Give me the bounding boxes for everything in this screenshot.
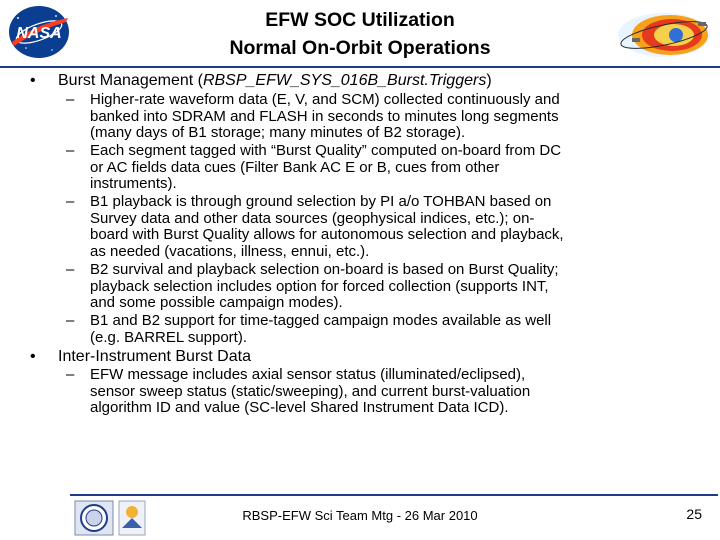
svg-text:NASA: NASA [16, 25, 62, 42]
sub-marker: – [66, 366, 75, 383]
bullet-text-prefix: Burst Management ( [58, 72, 203, 89]
sub-item-b1-playback [90, 194, 668, 260]
sub-line: board with Burst Quality allows for autonomous selection and playback, [90, 226, 564, 243]
sub-item-b2-survival [90, 262, 668, 312]
nasa-logo-icon [6, 4, 72, 60]
bullet-burst-management [58, 72, 492, 89]
sub-line: banked into SDRAM and FLASH in seconds to minutes long segments [90, 107, 559, 125]
sub-line: instruments). [90, 175, 177, 192]
title-line-2: Normal On-Orbit Operations [229, 37, 491, 59]
sub-line: playback selection includes option for forced collection (supports INT, [90, 277, 549, 295]
title-divider [0, 66, 720, 68]
bullet-inter-instrument: Inter-Instrument Burst Data [58, 348, 251, 365]
radiation-belt-orbit-icon [614, 8, 714, 62]
sub-marker: – [66, 193, 75, 210]
sub-line: Higher-rate waveform data (E, V, and SCM) collected continuously and [90, 91, 560, 108]
sub-line: (e.g. BARREL support). [90, 328, 248, 346]
sub-item-efw-message [90, 367, 668, 417]
page-number: 25 [686, 506, 702, 522]
sub-marker: – [66, 261, 75, 278]
sub-line: Survey data and other data sources (geophysical indices, etc.); on- [90, 209, 535, 227]
slide-title [150, 6, 570, 62]
sub-line: and some possible campaign modes). [90, 294, 343, 311]
sub-marker: – [66, 91, 75, 108]
sub-marker: – [66, 142, 75, 159]
sub-item-burst-quality [90, 143, 668, 193]
sub-line: Each segment tagged with “Burst Quality” computed on-board from DC [90, 142, 562, 159]
sub-marker: – [66, 312, 75, 329]
title-line-1: EFW SOC Utilization [265, 9, 455, 31]
sub-line: algorithm ID and value (SC-level Shared Instrument Data ICD). [90, 399, 509, 416]
mission-patch-icon [118, 500, 146, 536]
sub-line: B2 survival and playback selection on-board is based on Burst Quality; [90, 261, 559, 278]
footer-divider [70, 494, 718, 496]
sub-item-waveform-data [90, 92, 668, 142]
sub-line: or AC fields data cues (Filter Bank AC E or B, cues from other [90, 158, 500, 176]
sub-item-campaign-modes [90, 313, 668, 346]
sub-line: EFW message includes axial sensor status (illuminated/eclipsed), [90, 366, 526, 383]
institution-seal-icon [74, 500, 114, 536]
sub-line: as needed (vacations, illness, ennui, etc.). [90, 242, 370, 260]
footer-text: RBSP-EFW Sci Team Mtg - 26 Mar 2010 [242, 508, 478, 523]
sub-line: B1 and B2 support for time-tagged campaign modes available as well [90, 312, 552, 329]
bullet-text-italic: RBSP_EFW_SYS_016B_Burst.Triggers [202, 72, 487, 89]
bullet-marker: • [30, 348, 36, 365]
bullet-marker: • [30, 72, 36, 89]
sub-line: (many days of B1 storage; many minutes of B2 storage). [90, 124, 466, 141]
sub-line: sensor sweep status (static/sweeping), and current burst-valuation [90, 382, 531, 400]
bullet-text-suffix: ) [486, 72, 492, 89]
sub-line: B1 playback is through ground selection by PI a/o TOHBAN based on [90, 193, 552, 210]
